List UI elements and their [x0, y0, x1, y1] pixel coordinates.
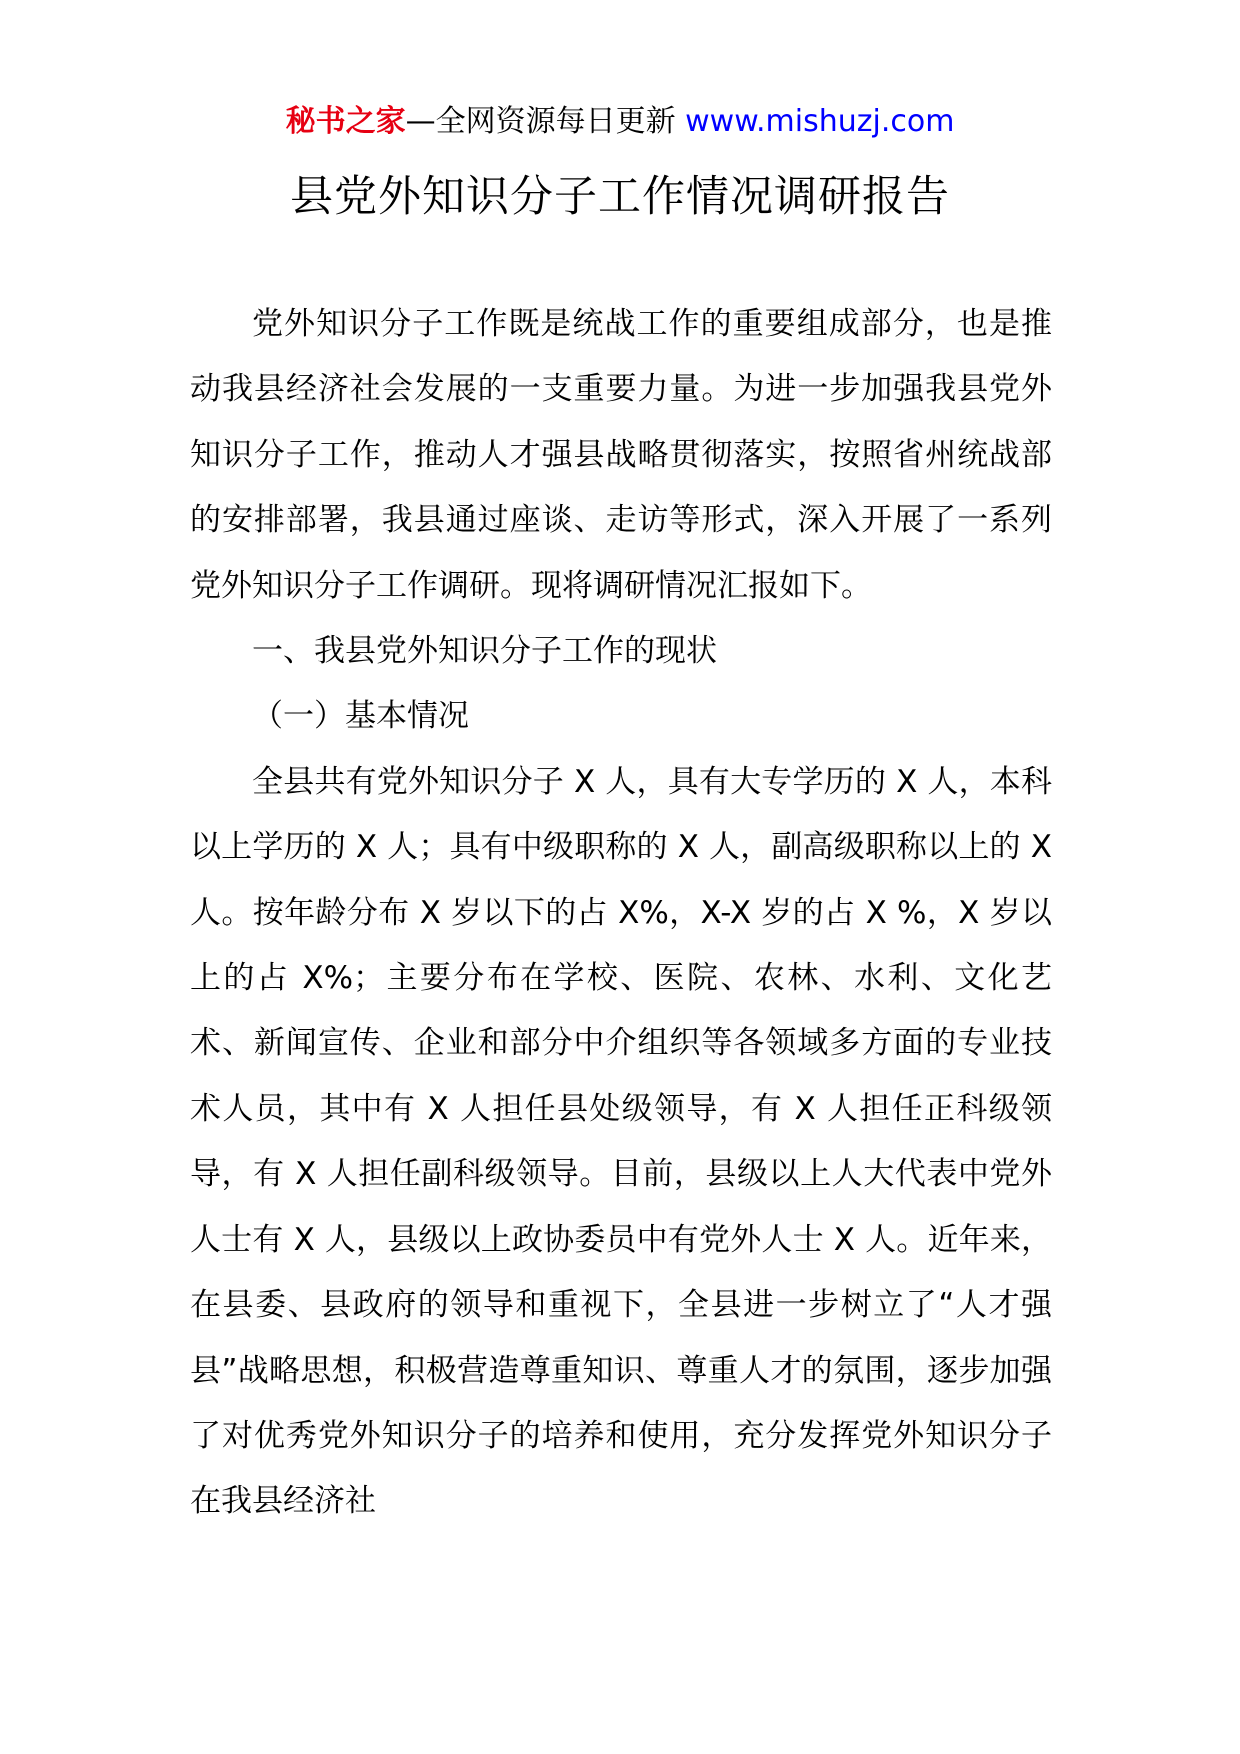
body-paragraph: 全县共有党外知识分子 X 人，具有大专学历的 X 人，本科以上学历的 X 人；具有中级职称的 X 人，副高级职称以上的 X 人。按年龄分布 X 岁以下的占 X%，X-X 岁的占 X %，X 岁以上的占 X%；主要分布在学校、医院、农林、水利、文化艺术、新闻宣传、企业和部分中介组织等各领域多方面的专业技术人员，其中有 X 人担任县处级领导，有 X 人担任正科级领导，有 X 人担任副科级领导。目前，县级以上人大代表中党外人士有 X 人，县级以上政协委员中有党外人士 X 人。近年来，在县委、县政府的领导和重视下，全县进一步树立了“人才强县”战略思想，积极营造尊重知识、尊重人才的氛围，逐步加强了对优秀党外知识分子的培养和使用，充分发挥党外知识分子在我县经济社	[190, 763, 1052, 1520]
section-heading: 一、我县党外知识分子工作的现状	[252, 633, 717, 670]
site-header	[0, 100, 1240, 144]
site-slogan: —全网资源每日更新	[405, 104, 676, 139]
document-title: 县党外知识分子工作情况调研报告	[290, 172, 950, 222]
brand-name: 秘书之家	[285, 104, 406, 139]
subsection-heading: （一）基本情况	[252, 698, 469, 735]
document-body	[190, 292, 1052, 1535]
intro-paragraph: 党外知识分子工作既是统战工作的重要组成部分，也是推动我县经济社会发展的一支重要力量。为进一步加强我县党外知识分子工作，推动人才强县战略贯彻落实，按照省州统战部的安排部署，我县通过座谈、走访等形式，深入开展了一系列党外知识分子工作调研。现将调研情况汇报如下。	[190, 306, 1052, 604]
site-url-link[interactable]: www.mishuzj.com	[685, 104, 955, 139]
